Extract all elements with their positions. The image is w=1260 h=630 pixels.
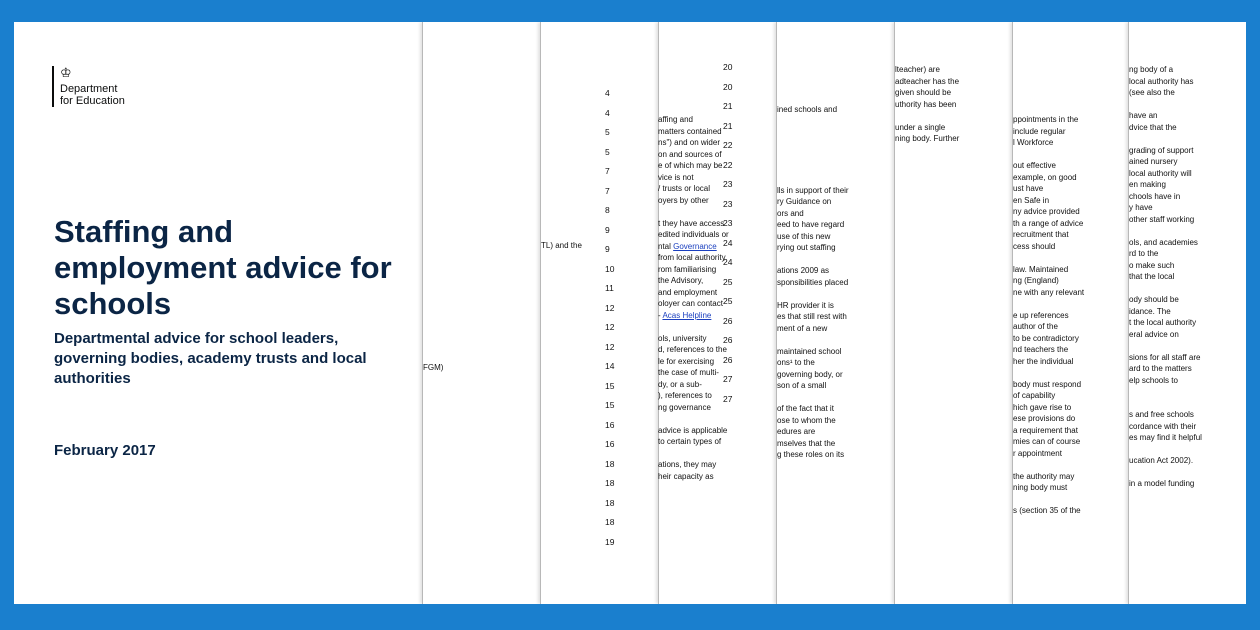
page-strip-1 — [422, 22, 541, 604]
strip5-line-17: HR provider it is — [777, 300, 834, 310]
strip7-line-20: nd teachers the — [1013, 345, 1069, 354]
strip4-line-9: t they have access — [658, 218, 725, 228]
strip7-line-7: en Safe in — [1013, 195, 1050, 205]
strip5-line-19: ment of a new — [777, 323, 828, 333]
strip8-line-2: (see also the — [1129, 88, 1175, 97]
toc-page-number-a-12: 12 — [605, 322, 615, 332]
strip8-line-26: ard to the matters — [1129, 364, 1192, 373]
toc-page-number-a-0: 4 — [605, 88, 610, 98]
strip7-line-26: ese provisions do — [1013, 414, 1076, 423]
toc-page-number-b-7: 23 — [723, 198, 733, 209]
strip7-line-18: author of the — [1013, 322, 1058, 331]
toc-page-number-a-23: 19 — [605, 536, 615, 547]
strip5-line-29: mselves that the — [777, 438, 836, 448]
strip7-line-19: to be contradictory — [1013, 333, 1079, 343]
toc-page-number-b-15: 26 — [723, 354, 733, 365]
toc-page-number-a-8: 9 — [605, 244, 610, 254]
toc-page-number-b-12: 25 — [723, 296, 733, 306]
strip7-line-21: her the individual — [1013, 356, 1074, 366]
toc-page-number-b-2: 21 — [723, 101, 733, 111]
strip8-line-32: es may find it helpful — [1129, 433, 1202, 442]
strip4-line-20: d, references to the — [658, 345, 727, 354]
strip6-line-3: uthority has been — [895, 99, 957, 109]
toc-page-number-b-11: 25 — [723, 276, 733, 287]
strip7-line-15: ne with any relevant — [1013, 287, 1085, 297]
toc-page-number-b-17: 27 — [723, 393, 733, 404]
strip5-line-24: son of a small — [777, 381, 827, 390]
toc-page-number-b-16: 27 — [723, 374, 733, 384]
strip4-line-13: rom familiarising — [658, 264, 717, 274]
acas-helpline-link[interactable]: Acas Helpline — [662, 310, 712, 320]
toc-page-number-b-3: 21 — [723, 120, 733, 131]
toc-page-number-a-5: 7 — [605, 185, 610, 196]
strip7-line-4: out effective — [1013, 161, 1056, 170]
toc-page-number-b-4: 22 — [723, 140, 733, 150]
strip4-line-27: advice is applicable — [658, 425, 728, 435]
page-strip-7 — [1012, 22, 1129, 604]
strip5-line-10: eed to have regard — [777, 220, 845, 229]
toc-page-number-a-17: 16 — [605, 419, 615, 430]
strip8-line-15: ols, and academies — [1129, 237, 1198, 247]
page-strip-6 — [894, 22, 1013, 604]
strip4-line-24: ), references to — [658, 391, 712, 400]
strip8-line-4: have an — [1129, 111, 1158, 120]
strip6-line-5: under a single — [895, 122, 946, 132]
strip5-line-9: ors and — [777, 208, 804, 218]
strip4-line-1: matters contained — [658, 126, 722, 136]
strip8-line-17: o make such — [1129, 260, 1175, 270]
strip8-line-20: ody should be — [1129, 295, 1179, 304]
toc-page-number-a-13: 12 — [605, 341, 615, 352]
page-strip-5 — [776, 22, 895, 604]
strip7-line-34: s (section 35 of the — [1013, 506, 1081, 515]
strip7-line-14: ng (England) — [1013, 276, 1059, 285]
document-subtitle: Departmental advice for school leaders, governing bodies, academy trusts and local authorities — [54, 330, 367, 387]
crest-icon: ♔ — [60, 65, 72, 80]
strip4-line-10: edited individuals or — [658, 230, 729, 239]
toc-page-number-a-4: 7 — [605, 166, 610, 176]
strip7-line-31: the authority may — [1013, 471, 1075, 481]
strip7-line-9: th a range of advice — [1013, 218, 1084, 228]
strip5-line-14: ations 2009 as — [777, 266, 830, 275]
strip4-line-0: affing and — [658, 115, 693, 124]
strip5-line-23: governing body, or — [777, 369, 843, 379]
strip8-line-5: dvice that the — [1129, 122, 1177, 132]
strip8-line-30: s and free schools — [1129, 410, 1194, 419]
strip7-line-13: law. Maintained — [1013, 264, 1069, 274]
strip7-line-23: body must respond — [1013, 379, 1082, 389]
governance-link[interactable]: Governance — [673, 241, 717, 251]
strip8-line-16: rd to the — [1129, 249, 1159, 258]
toc-page-number-a-15: 15 — [605, 380, 615, 391]
strip5-line-26: of the fact that it — [777, 404, 834, 413]
strip8-line-34: ucation Act 2002). — [1129, 456, 1194, 465]
strip7-line-27: a requirement that — [1013, 425, 1078, 435]
strip4-line-25: ng governance — [658, 402, 711, 412]
page-strip-8 — [1128, 22, 1246, 604]
strip7-line-2: l Workforce — [1013, 138, 1054, 147]
strip8-line-1: local authority has — [1129, 76, 1194, 86]
strip5-line-0: ined schools and — [777, 105, 838, 114]
strip6-line-0: lteacher) are — [895, 65, 940, 74]
dfe-logo — [52, 66, 125, 107]
toc-page-number-a-9: 10 — [605, 263, 615, 274]
strip8-line-22: t the local authority — [1129, 318, 1197, 327]
strip4-line-19: ols, university — [658, 333, 707, 343]
cover-page — [14, 22, 422, 604]
strip8-line-10: en making — [1129, 180, 1166, 189]
toc-page-number-a-1: 4 — [605, 107, 610, 118]
strip4-line-21: le for exercising — [658, 356, 715, 366]
strip4-line-22: the case of multi- — [658, 368, 719, 377]
toc-page-number-a-14: 14 — [605, 361, 615, 371]
strip7-line-11: cess should — [1013, 241, 1056, 251]
strip5-line-7: lls in support of their — [777, 185, 849, 195]
page-strip-4 — [658, 22, 776, 604]
strip4-line-14: the Advisory, — [658, 276, 704, 285]
strip4-line-28: to certain types of — [658, 437, 722, 446]
toc-page-number-a-7: 9 — [605, 224, 610, 235]
toc-page-number-b-10: 24 — [723, 257, 733, 267]
toc-page-number-a-18: 16 — [605, 439, 615, 449]
strip6-line-6: ning body. Further — [895, 134, 960, 143]
toc-page-number-b-1: 20 — [723, 81, 733, 92]
strip8-line-25: sions for all staff are — [1129, 352, 1201, 362]
strip5-line-22: ons¹ to the — [777, 358, 815, 367]
toc-page-number-b-9: 24 — [723, 237, 733, 248]
strip8-line-8: ained nursery — [1129, 157, 1178, 166]
strip4-line-31: heir capacity as — [658, 471, 714, 481]
toc-page-number-b-0: 20 — [723, 62, 733, 72]
strip8-line-13: other staff working — [1129, 214, 1195, 224]
strip5-line-15: sponsibilities placed — [777, 277, 849, 287]
toc-page-number-b-13: 26 — [723, 315, 733, 326]
toc-page-number-a-19: 18 — [605, 458, 615, 469]
strip7-line-5: example, on good — [1013, 172, 1077, 182]
strip4-line-17: - Acas Helpline — [658, 310, 712, 320]
toc-page-number-a-3: 5 — [605, 146, 610, 157]
strip6-line-1: adteacher has the — [895, 76, 960, 86]
document-date: February 2017 — [54, 442, 156, 459]
strip5-line-8: ry Guidance on — [777, 197, 832, 206]
toc-page-number-a-20: 18 — [605, 478, 615, 488]
strip4-line-23: dy, or a sub- — [658, 379, 702, 389]
strip8-line-11: chools have in — [1129, 191, 1181, 201]
logo-line-2: for Education — [60, 95, 125, 107]
strip7-line-25: hich gave rise to — [1013, 402, 1072, 412]
strip4-line-6: / trusts or local — [658, 184, 711, 193]
strip4-line-3: on and sources of — [658, 149, 722, 159]
strip8-line-0: ng body of a — [1129, 65, 1174, 74]
strip4-line-2: ns") and on wider — [658, 138, 720, 147]
strip4-line-4: e of which may be — [658, 161, 723, 170]
strip4-line-5: vice is not — [658, 172, 694, 182]
strip8-line-27: elp schools to — [1129, 375, 1178, 385]
strip5-line-27: ose to whom the — [777, 415, 836, 425]
toc-page-number-a-2: 5 — [605, 127, 610, 137]
toc-page-number-b-5: 22 — [723, 159, 733, 170]
strip7-line-24: of capability — [1013, 391, 1056, 400]
toc-page-number-a-21: 18 — [605, 497, 615, 508]
document-title: Staffing and employment advice for schools — [54, 214, 392, 321]
toc-page-number-a-22: 18 — [605, 517, 615, 527]
strip7-line-28: mies can of course — [1013, 437, 1081, 446]
strip4-line-15: and employment — [658, 287, 718, 297]
strip6-line-2: given should be — [895, 88, 952, 97]
page-strip-2 — [540, 22, 659, 604]
strip-2-label: TL) and the — [541, 241, 582, 250]
strip7-line-1: include regular — [1013, 126, 1066, 136]
strip5-line-18: es that still rest with — [777, 312, 847, 321]
strip8-line-12: y have — [1129, 203, 1153, 212]
toc-page-number-a-6: 8 — [605, 205, 610, 215]
strip5-line-21: maintained school — [777, 346, 842, 356]
document-collage — [14, 22, 1246, 604]
strip7-line-6: ust have — [1013, 184, 1044, 193]
strip5-line-11: use of this new — [777, 231, 831, 241]
logo-line-1: Department — [60, 83, 118, 95]
toc-page-number-b-14: 26 — [723, 335, 733, 345]
strip5-line-28: edures are — [777, 427, 816, 436]
toc-page-number-b-6: 23 — [723, 179, 733, 189]
strip5-line-30: g these roles on its — [777, 450, 845, 459]
toc-page-number-a-11: 12 — [605, 302, 615, 313]
toc-page-number-b-8: 23 — [723, 218, 733, 228]
strip4-line-30: ations, they may — [658, 460, 717, 469]
strip8-line-18: that the local — [1129, 272, 1175, 281]
strip8-line-23: eral advice on — [1129, 329, 1179, 339]
toc-page-number-a-16: 15 — [605, 400, 615, 410]
strip7-line-10: recruitment that — [1013, 230, 1069, 239]
strip8-line-9: local authority will — [1129, 168, 1192, 178]
strip-1-label: FGM) — [423, 363, 444, 372]
strip7-line-8: ny advice provided — [1013, 207, 1080, 216]
strip4-line-16: oloyer can contact — [658, 299, 723, 308]
strip8-line-31: cordance with their — [1129, 421, 1197, 431]
strip4-line-12: from local authority — [658, 253, 726, 262]
strip4-line-7: oyers by other — [658, 195, 709, 205]
strip8-line-36: in a model funding — [1129, 479, 1195, 488]
strip7-line-32: ning body must — [1013, 483, 1068, 492]
strip7-line-17: e up references — [1013, 310, 1069, 320]
strip8-line-7: grading of support — [1129, 145, 1194, 155]
strip8-line-21: idance. The — [1129, 306, 1171, 316]
toc-page-number-a-10: 11 — [605, 283, 614, 293]
strip7-line-29: r appointment — [1013, 448, 1062, 458]
strip7-line-0: ppointments in the — [1013, 115, 1079, 124]
strip5-line-12: rying out staffing — [777, 243, 836, 252]
strip4-line-11: ntal Governance — [658, 241, 717, 251]
